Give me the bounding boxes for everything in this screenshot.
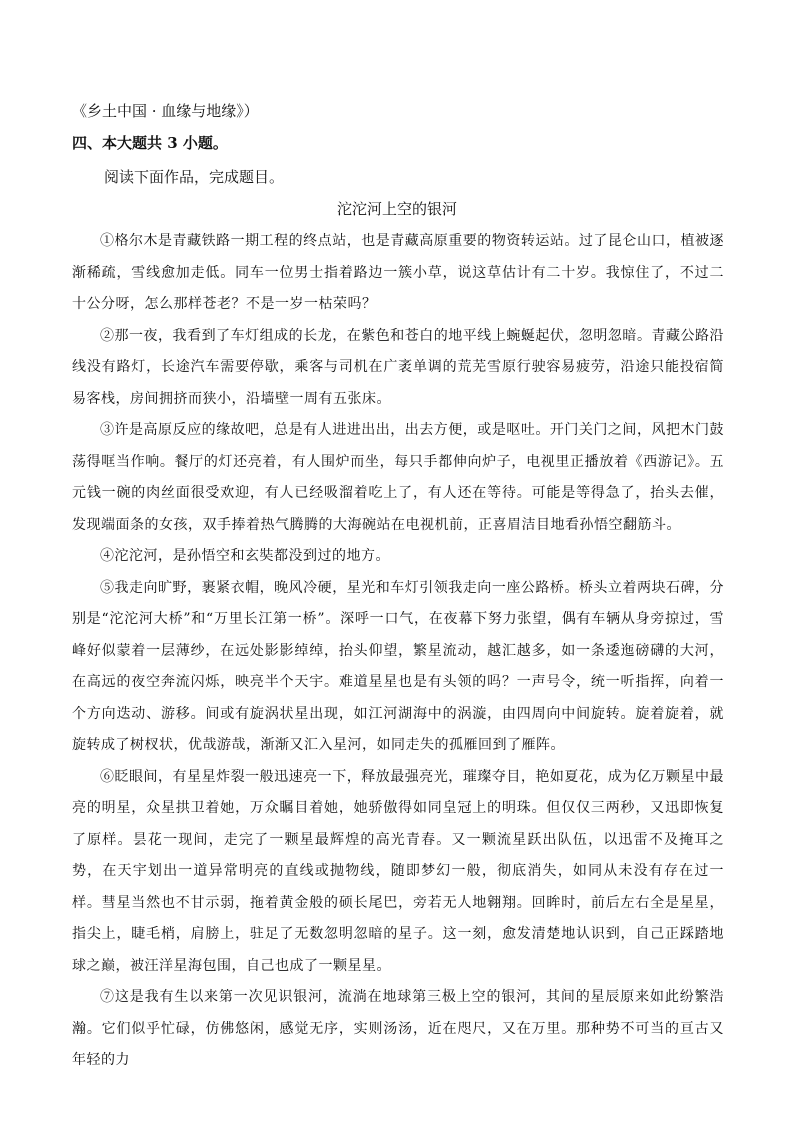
paragraph-1: ①格尔木是青藏铁路一期工程的终点站，也是青藏高原重要的物资转运站。过了昆仑山口，植被逐渐稀疏，雪线愈加走低。同车一位男士指着路边一簇小草，说这草估计有二十岁。我惊住了，不过二十公分呀，怎么那样苍老？不是一岁一枯荣吗？ — [72, 233, 724, 312]
paragraph-3: ③许是高原反应的缘故吧，总是有人进进出出，出去方便，或是呕吐。开门关门之间，风把木门鼓荡得哐当作响。餐厅的灯还亮着，有人围炉而坐，每只手都伸向炉子，电视里正播放着《西游记》。五元钱一碗的肉丝面很受欢迎，有人已经吸溜着吃上了，有人还在等待。可能是等得急了，抬头去催，发现端面条的女孩，双手捧着热气腾腾的大海碗站在电视机前，正喜眉洁目地看孙悟空翻筋斗。 — [72, 422, 724, 533]
paragraph-2: ②那一夜，我看到了车灯组成的长龙，在紫色和苍白的地平线上蜿蜒起伏，忽明忽暗。青藏公路沿线没有路灯，长途汽车需要停歇，乘客与司机在广袤单调的荒芜雪原行驶容易疲劳，沿途只能投宿简易客栈，房间拥挤而狭小，沿墙壁一周有五张床。 — [72, 327, 724, 407]
paragraph-7: ⑦这是我有生以来第一次见识银河，流淌在地球第三极上空的银河，其间的星辰原来如此纷繁浩瀚。它们似乎忙碌，仿佛悠闲，感觉无序，实则汤汤，近在咫尺，又在万里。那种势不可当的亘古又年轻的力 — [72, 989, 724, 1068]
section-heading: 四、本大题共 3 小题。 — [72, 134, 228, 152]
source-citation: 《乡土中国 · 血缘与地缘》） — [72, 102, 259, 120]
paragraph-5: ⑤我走向旷野，裹紧衣帽，晚风冷硬，星光和车灯引领我走向一座公路桥。桥头立着两块石碑，分别是“沱沱河大桥”和“万里长江第一桥”。深呼一口气，在夜幕下努力张望，偶有车辆从身旁掠过，雪峰好似蒙着一层薄纱，在远处影影绰绰，抬头仰望，繁星流动，越汇越多，如一条逶迤磅礴的大河，在高远的夜空奔流闪烁，映亮半个天宇。难道星星也是有头领的吗？一声号令，统一听指挥，向着一个方向迭动、游移。间或有旋涡状星出现，如江河湖海中的涡漩，由四周向中间旋转。旋着旋着，就旋转成了树杈状，优哉游哉，渐渐又汇入星河，如同走失的孤雁回到了雁阵。 — [72, 579, 724, 753]
reading-instruction: 阅读下面作品，完成题目。 — [104, 168, 285, 186]
paragraph-4: ④沱沱河，是孙悟空和玄奘都没到过的地方。 — [100, 548, 390, 564]
paragraph-6: ⑥眨眼间，有星星炸裂一般迅速亮一下，释放最强亮光，璀璨夺目，艳如夏花，成为亿万颗星中最亮的明星，众星拱卫着她，万众瞩目着她，她骄傲得如同皇冠上的明珠。但仅仅三两秒，又迅即恢复了原样。昙花一现间，走完了一颗星最辉煌的高光青春。又一颗流星跃出队伍，以迅雷不及掩耳之势，在天宇划出一道异常明亮的直线或抛物线，随即梦幻一般，彻底消失，如同从未没有存在过一样。彗星当然也不甘示弱，拖着黄金般的硕长尾巴，旁若无人地翱翔。回眸时，前后左右全是星星，指尖上，睫毛梢，肩膀上，驻足了无数忽明忽暗的星子。这一刻，愈发清楚地认识到，自己正踩踏地球之巅，被汪洋星海包围，自己也成了一颗星星。 — [72, 768, 724, 974]
article-title: 沱沱河上空的银河 — [336, 200, 457, 218]
article-body — [72, 226, 724, 1077]
